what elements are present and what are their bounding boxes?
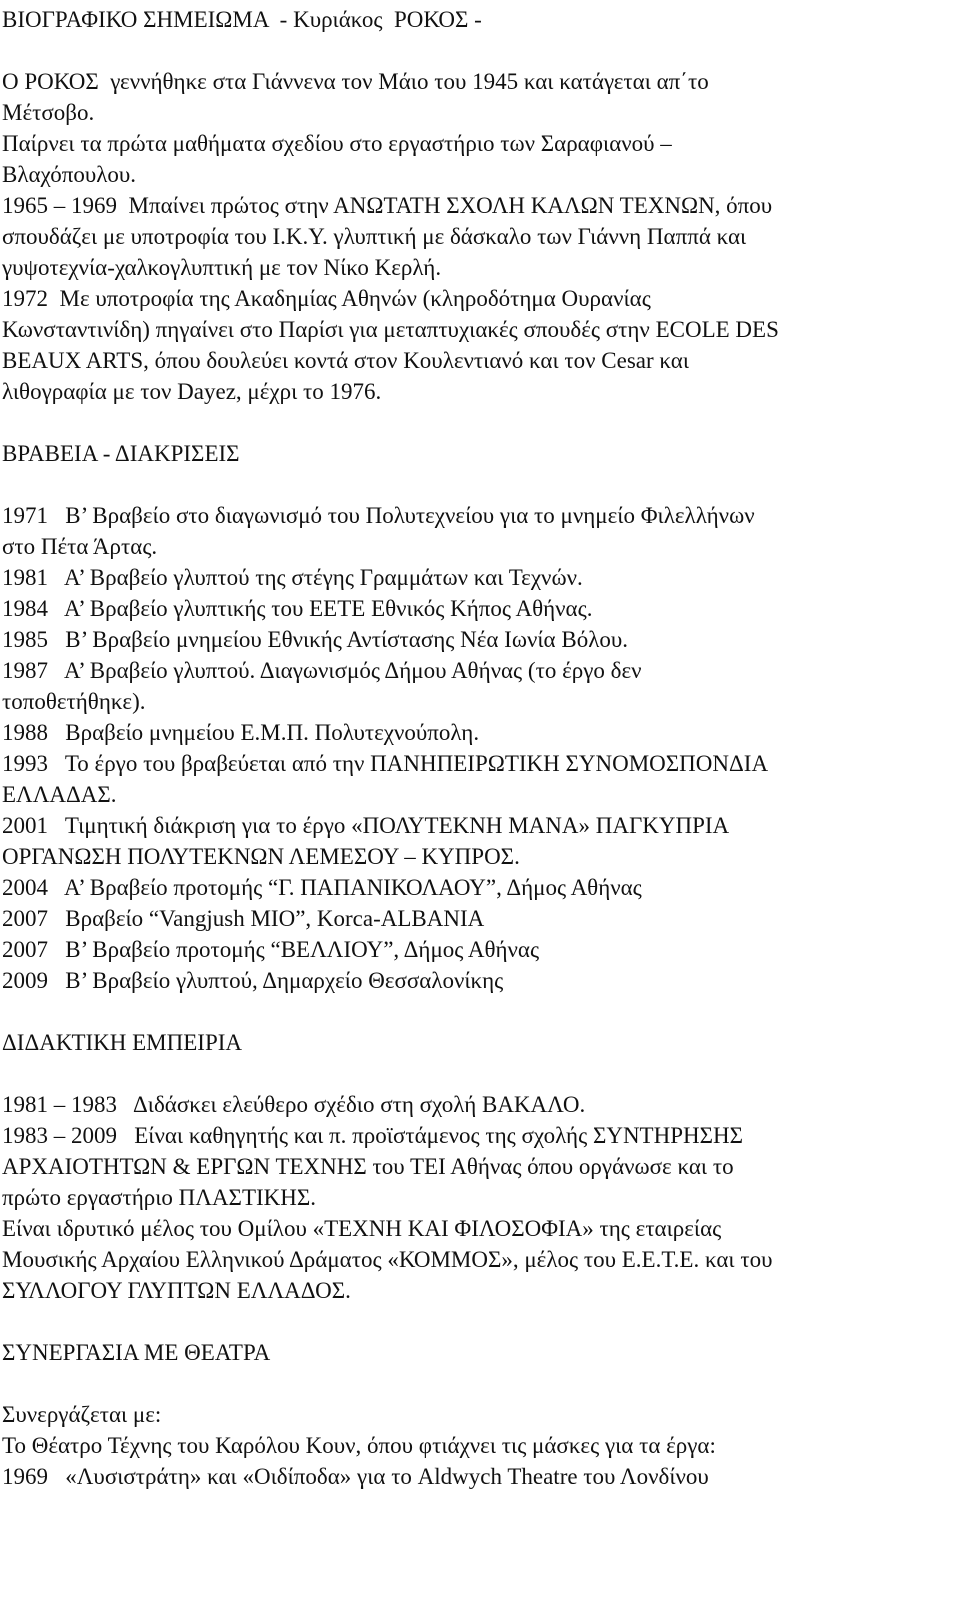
award-line: 1981 Α’ Βραβείο γλυπτού της στέγης Γραμμάτων και Τεχνών. <box>2 565 583 590</box>
theatre-heading: ΣΥΝΕΡΓΑΣΙΑ ΜΕ ΘΕΑΤΡΑ <box>2 1340 271 1365</box>
spacer <box>2 1306 952 1337</box>
award-line: στο Πέτα Άρτας. <box>2 534 158 559</box>
bio-line: BEAUX ARTS, όπου δουλεύει κοντά στον Κουλεντιανό και τον Cesar και <box>2 348 690 373</box>
award-line: 2001 Τιμητική διάκριση για το έργο «ΠΟΛΥΤΕΚΝΗ ΜΑΝΑ» ΠΑΓΚΥΠΡΙΑ <box>2 813 730 838</box>
bio-line: 1972 Με υποτροφία της Ακαδημίας Αθηνών (κληροδότημα Ουρανίας <box>2 286 651 311</box>
teaching-line: Είναι ιδρυτικό μέλος του Ομίλου «ΤΕΧΝΗ ΚΑΙ ΦΙΛΟΣΟΦΙΑ» της εταιρείας <box>2 1216 722 1241</box>
bio-line: σπουδάζει με υποτροφία του Ι.Κ.Υ. γλυπτική με δάσκαλο των Γιάννη Παππά και <box>2 224 747 249</box>
award-line: 2009 Β’ Βραβείο γλυπτού, Δημαρχείο Θεσσαλονίκης <box>2 968 504 993</box>
teaching-line: 1983 – 2009 Είναι καθηγητής και π. προϊστάμενος της σχολής ΣΥΝΤΗΡΗΣΗΣ <box>2 1123 743 1148</box>
teaching-line: πρώτο εργαστήριο ΠΛΑΣΤΙΚΗΣ. <box>2 1185 317 1210</box>
teaching-section <box>2 1089 952 1306</box>
spacer <box>2 469 952 500</box>
teaching-line: 1981 – 1983 Διδάσκει ελεύθερο σχέδιο στη σχολή ΒΑΚΑΛΟ. <box>2 1092 586 1117</box>
spacer <box>2 1368 952 1399</box>
award-line: 1988 Βραβείο μνημείου Ε.Μ.Π. Πολυτεχνούπολη. <box>2 720 480 745</box>
award-line: 1971 Β’ Βραβείο στο διαγωνισμό του Πολυτεχνείου για το μνημείο Φιλελλήνων <box>2 503 755 528</box>
biography-document <box>2 4 952 1492</box>
award-line: ΕΛΛΑΔΑΣ. <box>2 782 117 807</box>
teaching-line: ΑΡΧΑΙΟΤΗΤΩΝ & ΕΡΓΩΝ ΤΕΧΝΗΣ του ΤΕΙ Αθήνας όπου οργάνωσε και το <box>2 1154 734 1179</box>
bio-line: Ο ΡΟΚΟΣ γεννήθηκε στα Γιάννενα τον Μάιο του 1945 και κατάγεται απ΄το <box>2 69 709 94</box>
award-line: 2007 Βραβείο “Vangjush MIO”, Korca-ALBANIA <box>2 906 485 931</box>
award-line: 1993 Το έργο του βραβεύεται από την ΠΑΝΗΠΕΙΡΩΤΙΚΗ ΣΥΝΟΜΟΣΠΟΝΔΙΑ <box>2 751 769 776</box>
awards-section <box>2 500 952 996</box>
bio-line: 1965 – 1969 Μπαίνει πρώτος στην ΑΝΩΤΑΤΗ ΣΧΟΛΗ ΚΑΛΩΝ ΤΕΧΝΩΝ, όπου <box>2 193 773 218</box>
bio-line: Παίρνει τα πρώτα μαθήματα σχεδίου στο εργαστήριο των Σαραφιανού – <box>2 131 672 156</box>
award-line: τοποθετήθηκε). <box>2 689 146 714</box>
theatre-section <box>2 1399 952 1492</box>
bio-line: γυψοτεχνία-χαλκογλυπτική με τον Νίκο Κερλή. <box>2 255 442 280</box>
award-line: 1985 Β’ Βραβείο μνημείου Εθνικής Αντίστασης Νέα Ιωνία Βόλου. <box>2 627 628 652</box>
theatre-line: 1969 «Λυσιστράτη» και «Οιδίποδα» για το Aldwych Theatre του Λονδίνου <box>2 1464 709 1489</box>
award-line: ΟΡΓΑΝΩΣΗ ΠΟΛΥΤΕΚΝΩΝ ΛΕΜΕΣΟΥ – ΚΥΠΡΟΣ. <box>2 844 520 869</box>
theatre-intro: Συνεργάζεται με: <box>2 1402 162 1427</box>
teaching-line: ΣΥΛΛΟΓΟΥ ΓΛΥΠΤΩΝ ΕΛΛΑΔΟΣ. <box>2 1278 351 1303</box>
spacer <box>2 996 952 1027</box>
teaching-line: Μουσικής Αρχαίου Ελληνικού Δράματος «ΚΟΜΜΟΣ», μέλος του Ε.Ε.Τ.Ε. και του <box>2 1247 773 1272</box>
award-line: 1984 Α’ Βραβείο γλυπτικής του ΕΕΤΕ Εθνικός Κήπος Αθήνας. <box>2 596 593 621</box>
bio-section <box>2 66 952 407</box>
bio-line: λιθογραφία με τον Dayez, μέχρι το 1976. <box>2 379 382 404</box>
award-line: 1987 Α’ Βραβείο γλυπτού. Διαγωνισμός Δήμου Αθήνας (το έργο δεν <box>2 658 642 683</box>
bio-line: Βλαχόπουλου. <box>2 162 137 187</box>
theatre-line: Το Θέατρο Τέχνης του Καρόλου Κουν, όπου φτιάχνει τις μάσκες για τα έργα: <box>2 1433 716 1458</box>
teaching-heading: ΔΙΔΑΚΤΙΚΗ ΕΜΠΕΙΡΙΑ <box>2 1030 243 1055</box>
bio-line: Κωνσταντινίδη) πηγαίνει στο Παρίσι για μεταπτυχιακές σπουδές στην ECOLE DES <box>2 317 779 342</box>
document-title: ΒΙΟΓΡΑΦΙΚΟ ΣΗΜΕΙΩΜΑ - Κυριάκος ΡΟΚΟΣ - <box>2 7 482 32</box>
award-line: 2004 Α’ Βραβείο προτομής “Γ. ΠΑΠΑΝΙΚΟΛΑΟΥ”, Δήμος Αθήνας <box>2 875 642 900</box>
awards-heading: ΒΡΑΒΕΙΑ - ΔΙΑΚΡΙΣΕΙΣ <box>2 441 240 466</box>
spacer <box>2 35 952 66</box>
spacer <box>2 407 952 438</box>
spacer <box>2 1058 952 1089</box>
award-line: 2007 Β’ Βραβείο προτομής “ΒΕΛΛΙΟΥ”, Δήμος Αθήνας <box>2 937 540 962</box>
bio-line: Μέτσοβο. <box>2 100 95 125</box>
